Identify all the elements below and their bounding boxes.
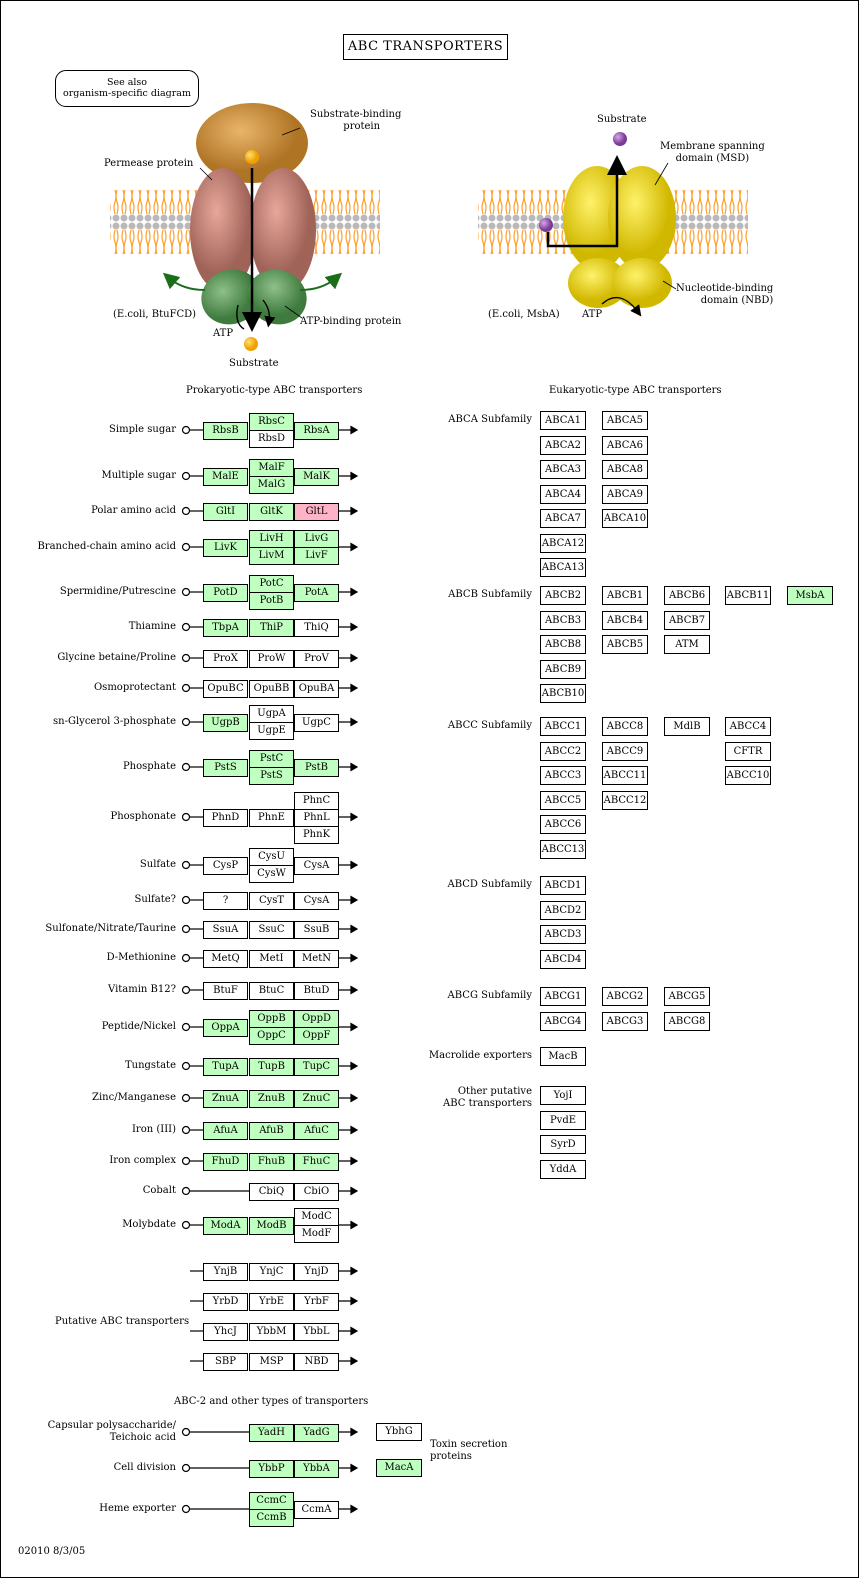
gene-abcd1[interactable]: ABCD1	[540, 876, 586, 895]
compound-label-iron-complex: Iron complex	[109, 1155, 176, 1166]
map-footer: 02010 8/3/05	[18, 1546, 86, 1557]
gene-abcc3[interactable]: ABCC3	[540, 766, 586, 785]
gene-abcb9[interactable]: ABCB9	[540, 660, 586, 679]
compound-label-tungstate: Tungstate	[124, 1060, 176, 1071]
gene-znuc[interactable]: ZnuC	[294, 1090, 339, 1108]
gene-gltk[interactable]: GltK	[249, 503, 294, 521]
gene-glti[interactable]: GltI	[203, 503, 248, 521]
gene-potc[interactable]: PotC	[249, 575, 294, 593]
gene-abcg4[interactable]: ABCG4	[540, 1012, 586, 1031]
compound-circle	[183, 764, 190, 771]
gene-afub[interactable]: AfuB	[249, 1122, 294, 1140]
gene-livk[interactable]: LivK	[203, 539, 248, 557]
gene-abca13[interactable]: ABCA13	[540, 558, 586, 577]
gene-abcb1[interactable]: ABCB1	[602, 586, 648, 605]
gene-prox[interactable]: ProX	[203, 650, 248, 668]
compound-label-cell-division: Cell division	[113, 1462, 176, 1473]
gene-ydda[interactable]: YddA	[540, 1160, 586, 1179]
gene-nbd[interactable]: NBD	[294, 1353, 339, 1371]
compound-circle	[183, 655, 190, 662]
compound-label-branched-chain-amino-acid: Branched-chain amino acid	[37, 541, 176, 552]
gene-livg[interactable]: LivG	[294, 530, 339, 548]
compound-label-cobalt: Cobalt	[142, 1185, 176, 1196]
gene-phne[interactable]: PhnE	[249, 809, 294, 827]
gene-yrbe[interactable]: YrbE	[249, 1293, 294, 1311]
compound-circle	[183, 719, 190, 726]
gene-livm[interactable]: LivM	[249, 547, 294, 565]
transport-arrow	[339, 1328, 357, 1335]
gene-abcc13[interactable]: ABCC13	[540, 840, 586, 859]
subfamily-label-abcg-subfamily: ABCG Subfamily	[447, 990, 532, 1001]
compound-circle	[183, 955, 190, 962]
gene-livh[interactable]: LivH	[249, 530, 294, 548]
abc2-heading: ABC-2 and other types of transporters	[174, 1396, 369, 1407]
gene-oppf[interactable]: OppF	[294, 1027, 339, 1045]
gene-oppc[interactable]: OppC	[249, 1027, 294, 1045]
compound-label-peptide-nickel: Peptide/Nickel	[101, 1021, 176, 1032]
compound-label-vitamin-b12: Vitamin B12?	[108, 984, 176, 995]
substrate-label-left: Substrate	[229, 358, 279, 369]
compound-label-phosphate: Phosphate	[122, 761, 176, 772]
gene-abcb5[interactable]: ABCB5	[602, 635, 648, 654]
compound-circle	[183, 1063, 190, 1070]
transport-arrow	[339, 926, 357, 933]
gene-abcc4[interactable]: ABCC4	[725, 717, 771, 736]
see-also-line1: See also	[106, 77, 148, 88]
compound-circle	[183, 508, 190, 515]
compound-label-zinc-manganese: Zinc/Manganese	[92, 1092, 176, 1103]
gene-psts[interactable]: PstS	[203, 759, 248, 777]
transport-arrow	[339, 1222, 357, 1229]
eukaryotic-heading: Eukaryotic-type ABC transporters	[549, 385, 722, 396]
compound-label-spermidine-putrescine: Spermidine/Putrescine	[59, 586, 176, 597]
gene-abcc8[interactable]: ABCC8	[602, 717, 648, 736]
gene-abca7[interactable]: ABCA7	[540, 509, 586, 528]
organism-msba: (E.coli, MsbA)	[488, 309, 560, 320]
compound-label-heme-exporter: Heme exporter	[99, 1503, 176, 1514]
compound-circle	[183, 427, 190, 434]
transport-arrow	[339, 1024, 357, 1031]
gene-cysu[interactable]: CysU	[249, 848, 294, 866]
gene-abcc2[interactable]: ABCC2	[540, 742, 586, 761]
gene-ynjd[interactable]: YnjD	[294, 1263, 339, 1281]
gene-ccmb[interactable]: CcmB	[249, 1509, 294, 1527]
gene-abca8[interactable]: ABCA8	[602, 460, 648, 479]
transport-arrow	[339, 897, 357, 904]
putative-abc-label: Putative ABC transporters	[55, 1316, 190, 1327]
nbd-label-line1: Nucleotide-binding	[676, 283, 774, 294]
gene-znua[interactable]: ZnuA	[203, 1090, 248, 1108]
compound-label-sn-glycerol-3-phosphate: sn-Glycerol 3-phosphate	[53, 716, 176, 727]
transport-arrow	[339, 1127, 357, 1134]
gene-abcd3[interactable]: ABCD3	[540, 925, 586, 944]
gene-mdlb[interactable]: MdlB	[664, 717, 710, 736]
gene-ybba[interactable]: YbbA	[294, 1460, 339, 1478]
gene-cysp[interactable]: CysP	[203, 857, 248, 875]
gene-malf[interactable]: MalF	[249, 459, 294, 477]
gene-abcb4[interactable]: ABCB4	[602, 611, 648, 630]
gene-sbp[interactable]: SBP	[203, 1353, 248, 1371]
gene-phnc[interactable]: PhnC	[294, 792, 339, 810]
compound-label-d-methionine: D-Methionine	[106, 952, 176, 963]
compound-circle	[183, 1506, 190, 1513]
gene-macb[interactable]: MacB	[540, 1047, 586, 1066]
gene-opuba[interactable]: OpuBA	[294, 680, 339, 698]
gene-fhub[interactable]: FhuB	[249, 1153, 294, 1171]
gene-btuc[interactable]: BtuC	[249, 982, 294, 1000]
compound-label-capsular-polysaccharide-teichoic-acid: Capsular polysaccharide/ Teichoic acid	[47, 1420, 176, 1443]
gene-abcg5[interactable]: ABCG5	[664, 987, 710, 1006]
transport-arrow	[339, 1158, 357, 1165]
gene-ybbl[interactable]: YbbL	[294, 1323, 339, 1341]
gene-cftr[interactable]: CFTR	[725, 742, 771, 761]
gene-moda[interactable]: ModA	[203, 1217, 248, 1235]
subfamily-label-abcb-subfamily: ABCB Subfamily	[448, 589, 532, 600]
gene-phnl[interactable]: PhnL	[294, 809, 339, 827]
compound-circle	[183, 473, 190, 480]
compound-label-molybdate: Molybdate	[122, 1219, 176, 1230]
gene-abca1[interactable]: ABCA1	[540, 411, 586, 430]
gene-oppa[interactable]: OppA	[203, 1019, 248, 1037]
atp-binding-protein-label: ATP-binding protein	[300, 316, 402, 327]
gene-cysa[interactable]: CysA	[294, 892, 339, 910]
gene-tupa[interactable]: TupA	[203, 1058, 248, 1076]
gene-abca9[interactable]: ABCA9	[602, 485, 648, 504]
compound-circle	[183, 1095, 190, 1102]
gene-modc[interactable]: ModC	[294, 1208, 339, 1226]
transport-arrow	[339, 544, 357, 551]
gene-pstc[interactable]: PstC	[249, 750, 294, 768]
compound-circle	[183, 862, 190, 869]
gene-potd[interactable]: PotD	[203, 584, 248, 602]
transport-arrow	[339, 987, 357, 994]
gene-cyst[interactable]: CysT	[249, 892, 294, 910]
gene-malk[interactable]: MalK	[294, 468, 339, 486]
gene-abcc1[interactable]: ABCC1	[540, 717, 586, 736]
subfamily-label-other-putative-abc-transporters: Other putative ABC transporters	[443, 1086, 532, 1109]
gene-afuc[interactable]: AfuC	[294, 1122, 339, 1140]
compound-label-phosphonate: Phosphonate	[110, 811, 176, 822]
gene-ugpb[interactable]: UgpB	[203, 714, 248, 732]
gene-znub[interactable]: ZnuB	[249, 1090, 294, 1108]
gene-psts[interactable]: PstS	[249, 767, 294, 785]
gene-prow[interactable]: ProW	[249, 650, 294, 668]
gene-ugpc[interactable]: UgpC	[294, 714, 339, 732]
gene-abcb6[interactable]: ABCB6	[664, 586, 710, 605]
gene-abcc5[interactable]: ABCC5	[540, 791, 586, 810]
compound-label-multiple-sugar: Multiple sugar	[101, 470, 176, 481]
compound-label-osmoprotectant: Osmoprotectant	[93, 682, 176, 693]
transport-arrow	[339, 1358, 357, 1365]
transport-arrow	[339, 508, 357, 515]
gene-livf[interactable]: LivF	[294, 547, 339, 565]
transport-arrow	[339, 1188, 357, 1195]
transport-arrow	[339, 955, 357, 962]
gene-modb[interactable]: ModB	[249, 1217, 294, 1235]
compound-circle	[183, 624, 190, 631]
gene-oppb[interactable]: OppB	[249, 1010, 294, 1028]
compound-label-sulfate: Sulfate?	[134, 894, 176, 905]
compound-circle	[183, 926, 190, 933]
gene-modf[interactable]: ModF	[294, 1225, 339, 1243]
transport-arrow	[339, 1506, 357, 1513]
gene-yrbf[interactable]: YrbF	[294, 1293, 339, 1311]
gene-abcb10[interactable]: ABCB10	[540, 684, 586, 703]
gene-abca5[interactable]: ABCA5	[602, 411, 648, 430]
gene-phnk[interactable]: PhnK	[294, 826, 339, 844]
gene-tbpa[interactable]: TbpA	[203, 619, 248, 637]
gene-ccmc[interactable]: CcmC	[249, 1492, 294, 1510]
gene-pota[interactable]: PotA	[294, 584, 339, 602]
gene-msp[interactable]: MSP	[249, 1353, 294, 1371]
transport-arrow	[339, 589, 357, 596]
transport-arrow	[339, 624, 357, 631]
compound-circle	[183, 1465, 190, 1472]
gene-abcb8[interactable]: ABCB8	[540, 635, 586, 654]
gene-abcg2[interactable]: ABCG2	[602, 987, 648, 1006]
transport-arrow	[339, 1465, 357, 1472]
compound-label-polar-amino-acid: Polar amino acid	[91, 505, 176, 516]
gene-oppd[interactable]: OppD	[294, 1010, 339, 1028]
toxin-secretion-label: Toxin secretion proteins	[430, 1439, 508, 1462]
gene-abcd4[interactable]: ABCD4	[540, 950, 586, 969]
compound-circle	[183, 544, 190, 551]
see-also-line2: organism-specific diagram	[63, 88, 191, 99]
compound-circle	[183, 1024, 190, 1031]
compound-label-iron-iii: Iron (III)	[131, 1124, 176, 1135]
msd-label-line1: Membrane spanning	[660, 141, 765, 152]
map-title: ABC TRANSPORTERS	[343, 34, 508, 60]
gene-cbiq[interactable]: CbiQ	[249, 1183, 294, 1201]
prokaryotic-heading: Prokaryotic-type ABC transporters	[186, 385, 363, 396]
toxin-ybhg[interactable]: YbhG	[376, 1423, 422, 1441]
gene-metq[interactable]: MetQ	[203, 950, 248, 968]
gene-opubb[interactable]: OpuBB	[249, 680, 294, 698]
gene-abcg8[interactable]: ABCG8	[664, 1012, 710, 1031]
transport-arrow	[339, 719, 357, 726]
transport-arrow	[339, 1268, 357, 1275]
compound-circle	[183, 1222, 190, 1229]
gene-cbio[interactable]: CbiO	[294, 1183, 339, 1201]
gene-pstb[interactable]: PstB	[294, 759, 339, 777]
gene-phnd[interactable]: PhnD	[203, 809, 248, 827]
transport-arrow	[339, 473, 357, 480]
gene-abca3[interactable]: ABCA3	[540, 460, 586, 479]
compound-label-thiamine: Thiamine	[128, 621, 176, 632]
gene-yoji[interactable]: YojI	[540, 1086, 586, 1105]
transport-arrow	[339, 1063, 357, 1070]
gene-abcc12[interactable]: ABCC12	[602, 791, 648, 810]
gene-abcd2[interactable]: ABCD2	[540, 901, 586, 920]
gene-abcc11[interactable]: ABCC11	[602, 766, 648, 785]
compound-circle	[183, 814, 190, 821]
compound-circle	[183, 589, 190, 596]
gene-abcg1[interactable]: ABCG1	[540, 987, 586, 1006]
gene-tupb[interactable]: TupB	[249, 1058, 294, 1076]
gene-abca10[interactable]: ABCA10	[602, 509, 648, 528]
gene-fhuc[interactable]: FhuC	[294, 1153, 339, 1171]
gene-ugpa[interactable]: UgpA	[249, 705, 294, 723]
gene-afua[interactable]: AfuA	[203, 1122, 248, 1140]
gene-abcb2[interactable]: ABCB2	[540, 586, 586, 605]
gene-gltl[interactable]: GltL	[294, 503, 339, 521]
gene-abca6[interactable]: ABCA6	[602, 436, 648, 455]
msd-label-line2: domain (MSD)	[675, 153, 750, 164]
compound-label-glycine-betaine-proline: Glycine betaine/Proline	[57, 652, 176, 663]
gene-abcb7[interactable]: ABCB7	[664, 611, 710, 630]
gene-fhud[interactable]: FhuD	[203, 1153, 248, 1171]
transport-arrow	[339, 655, 357, 662]
gene-abca2[interactable]: ABCA2	[540, 436, 586, 455]
gene-btud[interactable]: BtuD	[294, 982, 339, 1000]
gene-malg[interactable]: MalG	[249, 476, 294, 494]
gene-potb[interactable]: PotB	[249, 592, 294, 610]
gene-ssuc[interactable]: SsuC	[249, 921, 294, 939]
subfamily-label-abca-subfamily: ABCA Subfamily	[448, 414, 532, 425]
gene-rbsa[interactable]: RbsA	[294, 422, 339, 440]
gene-abcc6[interactable]: ABCC6	[540, 815, 586, 834]
gene-abca4[interactable]: ABCA4	[540, 485, 586, 504]
nbd-label-line2: domain (NBD)	[700, 295, 774, 306]
gene-yhcj[interactable]: YhcJ	[203, 1323, 248, 1341]
gene-abcb3[interactable]: ABCB3	[540, 611, 586, 630]
gene-ybbp[interactable]: YbbP	[249, 1460, 294, 1478]
substrate-label-right: Substrate	[597, 114, 647, 125]
gene-yadh[interactable]: YadH	[249, 1424, 294, 1442]
gene-btuf[interactable]: BtuF	[203, 982, 248, 1000]
subfamily-label-abcc-subfamily: ABCC Subfamily	[447, 720, 532, 731]
gene-ynjb[interactable]: YnjB	[203, 1263, 248, 1281]
gene-cysa[interactable]: CysA	[294, 857, 339, 875]
transport-arrow	[339, 814, 357, 821]
gene-rbsb[interactable]: RbsB	[203, 422, 248, 440]
gene-ybbm[interactable]: YbbM	[249, 1323, 294, 1341]
compound-circle	[183, 1158, 190, 1165]
gene-abcb11[interactable]: ABCB11	[725, 586, 771, 605]
gene-metn[interactable]: MetN	[294, 950, 339, 968]
gene-tupc[interactable]: TupC	[294, 1058, 339, 1076]
gene-yadg[interactable]: YadG	[294, 1424, 339, 1442]
gene-ugpe[interactable]: UgpE	[249, 722, 294, 740]
gene-ccma[interactable]: CcmA	[294, 1501, 339, 1519]
permease-protein-label: Permease protein	[104, 158, 194, 169]
gene-syrd[interactable]: SyrD	[540, 1135, 586, 1154]
compound-circle	[183, 1188, 190, 1195]
gene-msba[interactable]: MsbA	[787, 586, 833, 605]
gene-ssub[interactable]: SsuB	[294, 921, 339, 939]
gene-meti[interactable]: MetI	[249, 950, 294, 968]
subfamily-label-macrolide-exporters: Macrolide exporters	[428, 1050, 532, 1061]
organism-btufcd: (E.coli, BtuFCD)	[113, 309, 197, 320]
subfamily-label-abcd-subfamily: ABCD Subfamily	[447, 879, 532, 890]
sbp-label-line2: protein	[343, 121, 381, 132]
transport-arrow	[339, 427, 357, 434]
gene-ssua[interactable]: SsuA	[203, 921, 248, 939]
atp-label-left: ATP	[213, 328, 234, 339]
gene-male[interactable]: MalE	[203, 468, 248, 486]
compound-circle	[183, 685, 190, 692]
transport-arrow	[339, 1298, 357, 1305]
transport-arrow	[339, 862, 357, 869]
gene-thip[interactable]: ThiP	[249, 619, 294, 637]
gene-rbsd[interactable]: RbsD	[249, 430, 294, 448]
compound-circle	[183, 1429, 190, 1436]
atp-label-right: ATP	[582, 309, 603, 320]
gene-abcg3[interactable]: ABCG3	[602, 1012, 648, 1031]
compound-label-sulfate: Sulfate	[139, 859, 176, 870]
toxin-maca[interactable]: MacA	[376, 1459, 422, 1477]
transport-arrow	[339, 1095, 357, 1102]
compound-circle	[183, 1127, 190, 1134]
gene-thiq[interactable]: ThiQ	[294, 619, 339, 637]
gene-yrbd[interactable]: YrbD	[203, 1293, 248, 1311]
gene-abca12[interactable]: ABCA12	[540, 534, 586, 553]
compound-circle	[183, 897, 190, 904]
compound-label-sulfonate-nitrate-taurine: Sulfonate/Nitrate/Taurine	[45, 923, 176, 934]
transport-arrow	[339, 1429, 357, 1436]
transport-arrow	[339, 764, 357, 771]
gene-atm[interactable]: ATM	[664, 635, 710, 654]
gene-cysw[interactable]: CysW	[249, 865, 294, 883]
gene-rbsc[interactable]: RbsC	[249, 413, 294, 431]
compound-label-simple-sugar: Simple sugar	[109, 424, 176, 435]
sbp-label-line1: Substrate-binding	[310, 109, 402, 120]
transport-arrow	[339, 685, 357, 692]
gene-ynjc[interactable]: YnjC	[249, 1263, 294, 1281]
gene-prov[interactable]: ProV	[294, 650, 339, 668]
gene-abcc10[interactable]: ABCC10	[725, 766, 771, 785]
compound-circle	[183, 987, 190, 994]
gene-pvde[interactable]: PvdE	[540, 1111, 586, 1130]
gene-opubc[interactable]: OpuBC	[203, 680, 248, 698]
gene-unknown[interactable]: ?	[203, 892, 248, 910]
gene-abcc9[interactable]: ABCC9	[602, 742, 648, 761]
